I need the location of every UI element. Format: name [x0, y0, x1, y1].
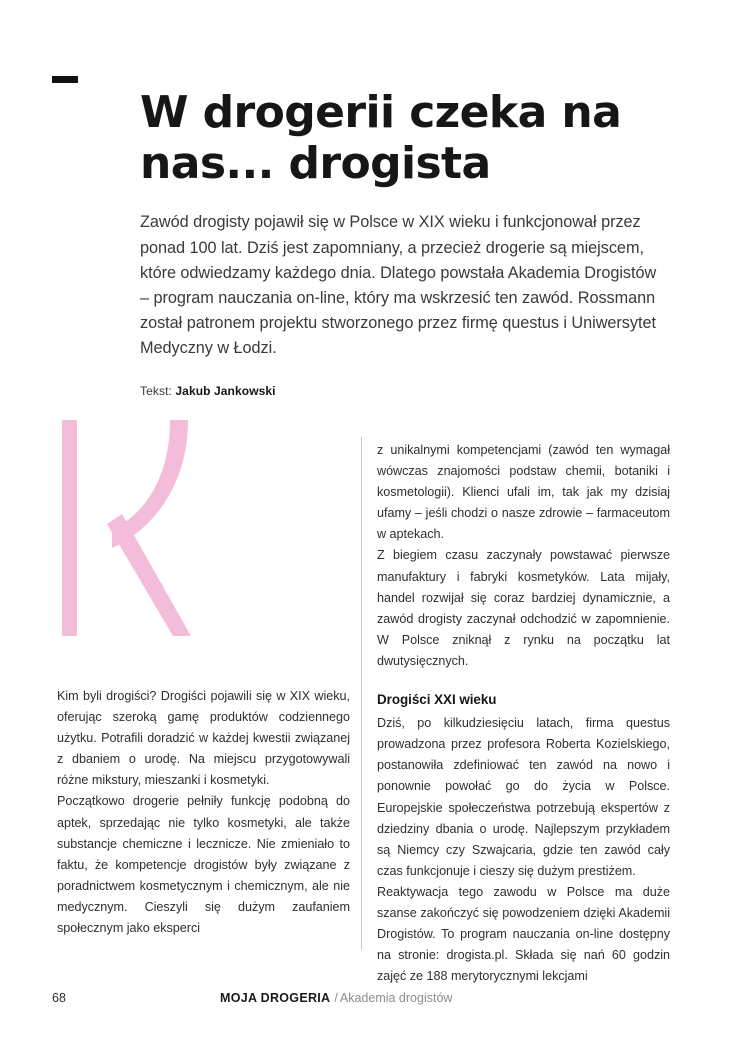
paragraph: Dziś, po kilkudziesięciu latach, firma questus prowadzona przez profesora Roberta Kozielskiego, postanowiła zdefiniować ten zawód na nowo i ponownie powołać go do życia w Polsce. Europejskie społeczeństwa potrzebują ekspertów z dziedziny dbania o urodę. Najlepszym przykładem są Niemcy czy Szwajcaria, gdzie ten zawód cały czas funkcjonuje i cieszy się dużym prestiżem.: [377, 716, 670, 878]
paragraph: Kim byli drogiści? Drogiści pojawili się w XIX wieku, oferując szeroką gamę produktów codziennego użytku. Potrafili doradzić w każdej kwestii związanej z dbaniem o urodę. Na miejscu przygotowywali różne mikstury, mieszanki i kosmetyki.: [57, 689, 350, 788]
body-column-right: [377, 440, 670, 987]
page-footer: [0, 991, 756, 1013]
lead-paragraph: Zawód drogisty pojawił się w Polsce w XIX wieku i funkcjonował przez ponad 100 lat. Dziś jest zapomniany, a przecież drogerie są miejscem, które odwiedzamy każdego dnia. Dlatego powstała Akademia Drogistów – program nauczania on-line, który ma wskrzesić ten zawód. Rossmann został patronem projektu stworzonego przez firmę questus i Uniwersytet Medyczny w Łodzi.: [140, 213, 657, 358]
dropcap-letter: [52, 408, 252, 648]
running-head: [220, 991, 452, 1005]
dash-rule-icon: [52, 76, 78, 83]
body-column-left: [57, 686, 350, 939]
running-head-topic: Akademia drogistów: [339, 991, 453, 1005]
paragraph: Reaktywacja tego zawodu w Polsce ma duże szanse zakończyć się powodzeniem dzięki Akademii Drogistów. To program nauczania on-line dostępny na stronie: drogista.pl. Składa się nań 60 godzin zajęć ze 188 merytorycznymi lekcjami: [377, 884, 670, 984]
byline-label: Tekst:: [140, 384, 172, 398]
paragraph: z unikalnymi kompetencjami (zawód ten wymagał wówczas znajomości podstaw chemii, botaniki i kosmetologii). Klienci ufali im, tak jak my dzisiaj ufamy – jeśli chodzi o nasze zdrowie – farmaceutom w aptekach.: [377, 443, 670, 542]
byline: [140, 384, 276, 398]
column-divider: [361, 437, 362, 950]
running-head-section: MOJA DROGERIA: [220, 991, 331, 1005]
byline-author: Jakub Jankowski: [175, 384, 276, 398]
page-title: W drogerii czeka na nas... drogista: [140, 87, 622, 190]
section-subheading: Drogiści XXI wieku: [377, 692, 497, 708]
page-number: 68: [52, 991, 66, 1005]
running-head-separator: /: [334, 991, 338, 1005]
paragraph: Z biegiem czasu zaczynały powstawać pierwsze manufaktury i fabryki kosmetyków. Lata mijały, handel rozwijał się coraz bardziej dynamicznie, a zawód drogisty zaczynał odchodzić w zapomnienie. W Polsce zniknął z rynku na początku lat dwutysięcznych.: [377, 548, 670, 668]
paragraph: Początkowo drogerie pełniły funkcję podobną do aptek, sprzedając nie tylko kosmetyki, ale także substancje chemiczne i lecznicze. Nie zmieniało to faktu, że kompetencje drogistów były związane z poradnictwem kosmetycznym i chemicznym, ale nie medycznym. Cieszyli się dużym zaufaniem społecznym jako eksperci: [57, 794, 350, 936]
